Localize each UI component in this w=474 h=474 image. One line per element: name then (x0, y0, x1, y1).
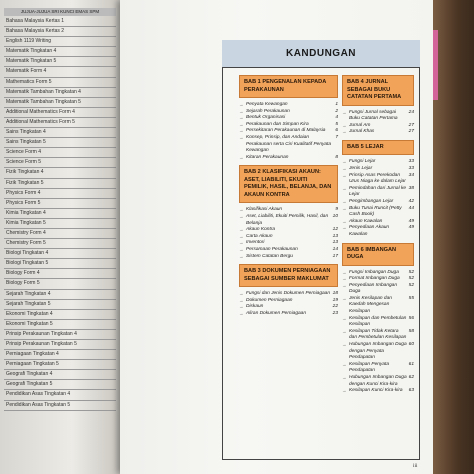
toc-entry (239, 155, 338, 162)
left-page-row: Bahasa Malaysia Kertas 2 (4, 27, 116, 37)
toc-entry-page: 8 (335, 154, 338, 160)
toc-entry-page: 49 (408, 218, 414, 224)
toc-entry-title: → Penyediaan Akaun Kawalan (342, 225, 407, 238)
left-book-page (0, 0, 120, 474)
toc-entry-title: → Sistem Catatan Bergu (239, 254, 293, 261)
left-page-row: Matematik Form 4 (4, 67, 116, 77)
toc-entry-page: 52 (408, 276, 414, 282)
toc-entry-title: → Fungsi Imbangan Duga (342, 270, 399, 277)
toc-entry (342, 342, 414, 362)
left-page-row: Sejarah Tingkatan 5 (4, 300, 116, 310)
toc-entry (239, 240, 338, 247)
left-page-row: Mathematics Form 5 (4, 78, 116, 88)
toc-entry-title: → Inventori (239, 240, 264, 247)
toc-entry-page: 13 (332, 240, 338, 246)
toc-entry-page: 60 (408, 342, 414, 348)
left-page-row: Biology Form 4 (4, 269, 116, 279)
chapter-heading: BAB 1 PENGENALAN KEPADA PERAKAUNAN (239, 75, 338, 98)
toc-entry-title: → Persamaan Perakaunan (239, 247, 298, 254)
chapter-heading: BAB 5 LEJAR (342, 140, 414, 156)
toc-entry (239, 128, 338, 135)
toc-entry (342, 388, 414, 395)
toc-entry-title: → Jenis Lejar (342, 166, 372, 173)
toc-entry-title: → Bentuk Organisasi (239, 115, 285, 122)
toc-entry-title: → Perakaunan dan Simpan Kira (239, 122, 309, 129)
toc-entry-page: 27 (408, 122, 414, 128)
toc-entry-page: 33 (408, 165, 414, 171)
toc-entry-page: 10 (332, 213, 338, 219)
toc-entry-page: 17 (332, 253, 338, 259)
toc-entry (342, 316, 414, 329)
toc-entry-title: → Diskaun (239, 304, 263, 311)
left-page-row: Additional Mathematics Form 5 (4, 118, 116, 128)
toc-entry-page: 52 (408, 269, 414, 275)
toc-entry (239, 102, 338, 109)
toc-entry-title: → Pengimbangan Lejar (342, 199, 393, 206)
toc-entry-page: 56 (408, 315, 414, 321)
toc-entry-page: 2 (335, 108, 338, 114)
chapter-items (342, 106, 414, 140)
toc-entry-title: → Kesilapan dan Pembetulan Kesilapan (342, 316, 407, 329)
toc-entry-page: 49 (408, 225, 414, 231)
toc-entry-title: → Carta Akaun (239, 234, 273, 241)
chapter-items (239, 203, 338, 264)
left-page-row: Matematik Tingkatan 5 (4, 57, 116, 67)
toc-entry-title: → Fungsi dan Jenis Dokumen Perniagaan (239, 291, 330, 298)
left-page-row: Physics Form 5 (4, 199, 116, 209)
toc-entry-page: 5 (335, 121, 338, 127)
toc-entry-page: 63 (408, 388, 414, 394)
toc-entry (342, 129, 414, 136)
toc-entry-title: → Kesilapan Kunci Kira-kira (342, 388, 403, 395)
toc-entry-page: 14 (332, 246, 338, 252)
left-page-row: Biologi Tingkatan 4 (4, 249, 116, 259)
chapter-heading: BAB 4 JURNAL SEBAGAI BUKU CATATAN PERTAMA (342, 75, 414, 106)
toc-entry (239, 291, 338, 298)
left-page-row: Sejarah Tingkatan 4 (4, 290, 116, 300)
toc-entry-title: → Dokumen Perniagaan (239, 298, 292, 305)
left-page-row: Perniagaan Tingkatan 4 (4, 350, 116, 360)
toc-entry-title: → Hubungan Imbangan Duga dengan Kunci Kira-kira (342, 375, 407, 388)
toc-entry-page: 42 (408, 198, 414, 204)
left-page-row: Additional Mathematics Form 4 (4, 108, 116, 118)
left-page-row: Geografi Tingkatan 4 (4, 370, 116, 380)
toc-entry (342, 110, 414, 123)
book-cover-edge (433, 0, 474, 474)
toc-entry-page: 58 (408, 328, 414, 334)
chapter-items (342, 155, 414, 242)
toc-entry (342, 362, 414, 375)
left-page-row: Science Form 5 (4, 158, 116, 168)
left-page-row: Fizik Tingkatan 4 (4, 168, 116, 178)
toc-entry-title: → Fungsi Lejar (342, 159, 375, 166)
toc-entry (342, 296, 414, 316)
chapter-items (239, 98, 338, 165)
left-page-row: Pendidikan Asas Tingkatan 5 (4, 401, 116, 411)
left-page-list (4, 17, 116, 411)
toc-entry (342, 225, 414, 238)
toc-entry-title: → Persekitaran Perakaunan di Malaysia (239, 128, 325, 135)
toc-entry-title: → Akaun Kontra (239, 227, 275, 234)
toc-entry-page: 4 (335, 115, 338, 121)
toc-entry-page: 61 (408, 361, 414, 367)
left-page-row: Prinsip Perakaunan Tingkatan 5 (4, 340, 116, 350)
toc-entry-title: → Akaun Kawalan (342, 219, 382, 226)
left-page-row: Fizik Tingkatan 5 (4, 179, 116, 189)
left-page-row: Ekonomi Tingkatan 5 (4, 320, 116, 330)
toc-entry-title: → Klasifikasi Akaun (239, 207, 282, 214)
toc-entry (239, 247, 338, 254)
left-page-row: Matematik Tambahan Tingkatan 5 (4, 98, 116, 108)
toc-entry-page: 22 (332, 304, 338, 310)
left-page-row: Science Form 4 (4, 148, 116, 158)
toc-entry-title: → Prinsip Asas Perekodan Urus Niaga ke dalam Lejar (342, 173, 407, 186)
chapter-items (239, 287, 338, 321)
toc-entry (342, 199, 414, 206)
toc-entry-title: → Fungsi Jurnal sebagai Buku Catatan Pertama (342, 110, 407, 123)
toc-entry-title: → Jurnal Khas (342, 129, 374, 136)
toc-entry-page: 18 (332, 291, 338, 297)
toc-entry-page: 1 (335, 102, 338, 107)
toc-entry (342, 206, 414, 219)
toc-entry-title: → Kitaran Perakaunan (239, 155, 288, 162)
toc-entry-title: → Aliran Dokumen Perniagaan (239, 311, 306, 318)
toc-entry (342, 276, 414, 283)
chapter-items (342, 266, 414, 399)
toc-entry-page: 23 (332, 310, 338, 316)
contents-left-column (239, 75, 338, 321)
chapter-heading: BAB 6 IMBANGAN DUGA (342, 243, 414, 266)
toc-entry-title: → Konsep, Prinsip, dan Andaian Perakaunan serta Ciri Kualitatif Penyata Kewangan (239, 135, 333, 155)
left-page-row: Chemistry Form 5 (4, 239, 116, 249)
toc-entry-title: → Jurnal Am (342, 123, 370, 130)
left-page-row: Physics Form 4 (4, 189, 116, 199)
toc-entry (342, 166, 414, 173)
toc-entry-page: 34 (408, 172, 414, 178)
toc-entry-page: 13 (332, 233, 338, 239)
left-page-row: Ekonomi Tingkatan 4 (4, 310, 116, 320)
toc-entry-page: 52 (408, 282, 414, 288)
toc-entry-page: 24 (408, 109, 414, 115)
left-page-row: Prinsip Perakaunan Tingkatan 4 (4, 330, 116, 340)
left-page-header: JUJUA-JUJUA SRI KUNCI EMAS SPM (4, 8, 116, 16)
left-page-row: Biologi Tingkatan 5 (4, 259, 116, 269)
left-page-row: Kimia Tingkatan 4 (4, 209, 116, 219)
toc-entry-title: → Hubungan Imbangan Duga dengan Penyata Pendapatan (342, 342, 407, 362)
toc-entry-title: → Penyediaan Imbangan Duga (342, 283, 407, 296)
page-title: KANDUNGAN (222, 40, 420, 68)
toc-entry (342, 375, 414, 388)
left-page-row: Perniagaan Tingkatan 5 (4, 360, 116, 370)
toc-entry-page: 38 (408, 185, 414, 191)
left-page-row: Matematik Tingkatan 4 (4, 47, 116, 57)
left-page-row: Pendidikan Asas Tingkatan 4 (4, 390, 116, 400)
toc-entry (342, 173, 414, 186)
toc-entry-page: 62 (408, 375, 414, 380)
toc-entry (239, 135, 338, 155)
toc-entry (342, 186, 414, 199)
toc-entry-page: 6 (335, 128, 338, 134)
toc-entry (239, 227, 338, 234)
left-page-row: Sains Tingkatan 5 (4, 138, 116, 148)
toc-entry (342, 159, 414, 166)
contents-right-column (342, 75, 414, 399)
toc-entry (239, 311, 338, 318)
toc-entry-title: → Jenis Kesilapan dan Kaedah Mengesan Kesilapan (342, 296, 407, 316)
left-page-row: English 1119 Writing (4, 37, 116, 47)
toc-entry-title: → Kesilapan Tidak Ketara dan Pembetulan Kesilapan (342, 329, 407, 342)
toc-entry-title: → Kesilapan Penyata Pendapatan (342, 362, 407, 375)
toc-entry-title: → Format Imbangan Duga (342, 276, 400, 283)
toc-entry (239, 115, 338, 122)
left-page-row: Kimia Tingkatan 5 (4, 219, 116, 229)
toc-entry (239, 214, 338, 227)
left-page-row: Biology Form 5 (4, 279, 116, 289)
toc-entry-title: → Aset, Liabiliti, Ekuiti Pemilik, Hasil, dan Belanja (239, 214, 331, 227)
toc-entry-title: → Pemindahan dari Jurnal ke Lejar (342, 186, 407, 199)
toc-entry-title: → Penyata Kewangan (239, 102, 288, 109)
chapter-heading: BAB 3 DOKUMEN PERNIAGAAN SEBAGAI SUMBER MAKLUMAT (239, 264, 338, 287)
left-page-row: Sains Tingkatan 4 (4, 128, 116, 138)
toc-entry-page: 12 (332, 227, 338, 233)
toc-entry (239, 254, 338, 261)
cover-accent-stripe (433, 30, 438, 100)
chapter-heading: BAB 2 KLASIFIKASI AKAUN: ASET, LIABILITI, EKUITI PEMILIK, HASIL, BELANJA, DAN AKAUN KONTRA (239, 165, 338, 203)
toc-entry-page: 27 (408, 129, 414, 135)
left-page-row: Bahasa Malaysia Kertas 1 (4, 17, 116, 27)
page-number: iii (413, 463, 418, 469)
toc-entry-page: 44 (408, 205, 414, 211)
toc-entry-title: → Sejarah Perakaunan (239, 109, 290, 116)
left-page-row: Geografi Tingkatan 5 (4, 380, 116, 390)
toc-entry-page: 33 (408, 159, 414, 165)
toc-entry-page: 9 (335, 207, 338, 213)
toc-entry-title: → Buku Tunai Runcit (Petty Cash Book) (342, 206, 407, 219)
toc-entry-page: 55 (408, 295, 414, 301)
toc-entry (239, 304, 338, 311)
toc-entry-page: 7 (335, 134, 338, 140)
toc-entry (239, 207, 338, 214)
toc-entry-page: 19 (332, 297, 338, 303)
left-page-row: Matematik Tambahan Tingkatan 4 (4, 88, 116, 98)
toc-entry (342, 283, 414, 296)
toc-entry (342, 329, 414, 342)
left-page-row: Chemistry Form 4 (4, 229, 116, 239)
